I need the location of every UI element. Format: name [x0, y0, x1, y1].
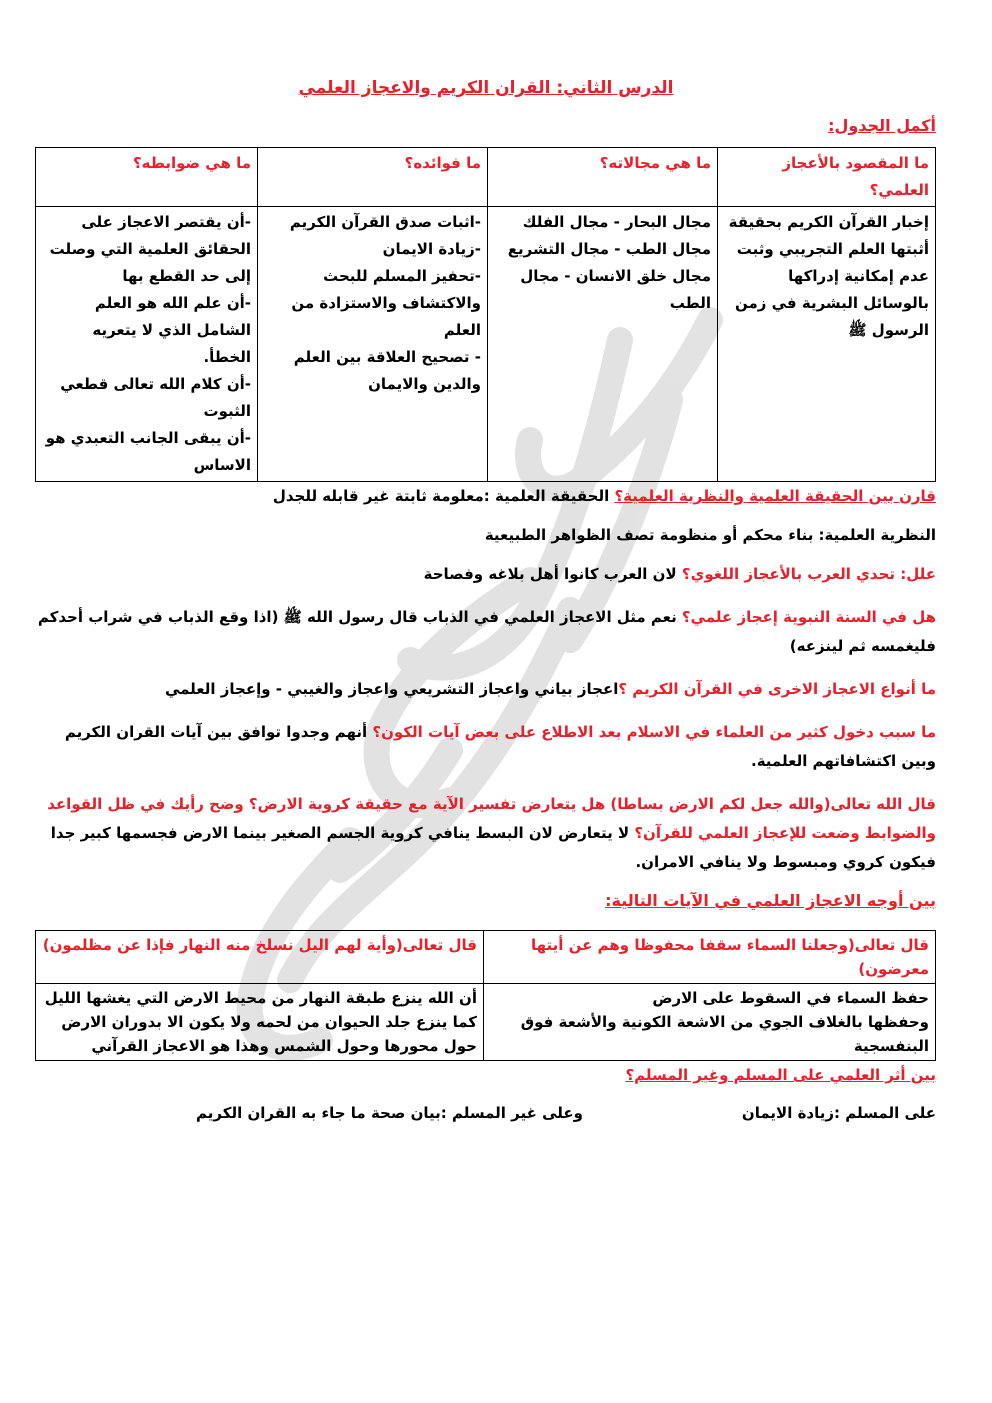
- answer-sky-line: وحفظها بالغلاف الجوي من الاشعة الكونية والأشعة فوق البنفسجية: [520, 1013, 929, 1055]
- reason-line: [36, 718, 936, 776]
- answer-sky-line: حفظ السماء في السقوط على الارض: [652, 989, 929, 1007]
- reason-question: ما سبب دخول كثير من العلماء في الاسلام بعد الاطلاع على بعض آيات الكون؟: [372, 723, 936, 741]
- benefit-item: -زيادة الايمان: [382, 240, 481, 258]
- verse-sky: قال تعالى(وجعلنا السماء سقفا محفوظا وهم عن أيتها معرضون): [484, 931, 936, 984]
- cell-benefits: [258, 207, 488, 482]
- answer-sky: [484, 984, 936, 1061]
- earth-question: قال الله تعالى(والله جعل لكم الارض بساطا) هل يتعارض تفسير الآية مع حقيقة كروية الارض؟ وضح رأيك في ظل القواعد والضوابط وضعت للإعجاز العلمي للقرآن؟: [47, 795, 936, 842]
- explain-question: علل: تحدي العرب بالأعجاز اللغوي؟: [681, 565, 936, 583]
- header-benefits: ما فوائده؟: [258, 148, 488, 207]
- impact-muslim: على المسلم :زيادة الايمان: [741, 1104, 936, 1122]
- verses-heading: بين أوجه الاعجاز العلمي في الآيات التالية:: [605, 891, 936, 910]
- verses-table: [35, 930, 936, 1061]
- rule-item: -أن يقتصر الاعجاز على الحقائق العلمية التي وصلت إلى حد القطع بها: [49, 213, 251, 285]
- impact-question: بين أثر العلمي على المسلم وغير المسلم؟: [625, 1066, 936, 1084]
- complete-table-heading: أكمل الجدول:: [828, 116, 936, 135]
- sunnah-answer: نعم مثل الاعجاز العلمي في الذباب قال رسول الله ﷺ (اذا وقع الذباب في شراب أحدكم فليغمسه ثم لينزعه): [37, 608, 936, 655]
- reason-answer: أنهم وجدوا توافق بين آيات القران الكريم وبين اكتشافاتهم العلمية.: [64, 723, 936, 770]
- benefit-item: -اثبات صدق القرآن الكريم: [289, 213, 481, 231]
- types-line: [36, 675, 936, 704]
- compare-answer-fact: الحقيقة العلمية :معلومة ثابتة غير قابله للجدل: [272, 487, 615, 505]
- rule-item: -أن يبقى الجانب التعبدي هو الاساس: [45, 429, 251, 474]
- benefit-item: -تحفيز المسلم للبحث والاكتشاف والاستزادة من العلم: [291, 267, 481, 339]
- answer-night: أن الله ينزع طبقة النهار من محيط الارض التي يغشها الليل كما ينزع جلد الحيوان من لحمه ولا يكون الا بدوران الارض حول محورها وحول الشمس وهذا هو الاعجاز القرآني: [36, 984, 484, 1061]
- benefit-item: - تصحيح العلاقة بين العلم والدين والايمان: [293, 348, 481, 393]
- types-question: ما أنواع الاعجاز الاخرى في القرآن الكريم ؟: [618, 680, 936, 698]
- earth-answer: لا يتعارض لان البسط ينافي كروية الجسم الصغير بينما الارض فجسمها كبير جدا فيكون كروي ومبسوط ولا ينافي الامران.: [50, 824, 936, 871]
- scientific-miracle-table: [35, 147, 936, 482]
- types-answer: اعجاز بياني واعجاز التشريعي واعجاز والغيبي - وإعجاز العلمي: [164, 680, 619, 698]
- sunnah-line: [36, 603, 936, 661]
- compare-answer-theory: النظرية العلمية: بناء محكم أو منظومة تصف الظواهر الطبيعية: [484, 526, 936, 544]
- worksheet-page: [36, 78, 936, 1122]
- header-definition: ما المقصود بالأعجاز العلمي؟: [718, 148, 936, 207]
- header-rules: ما هي ضوابطه؟: [36, 148, 258, 207]
- rule-item: -أن كلام الله تعالى قطعي الثبوت: [60, 375, 251, 420]
- impact-answers: [196, 1104, 936, 1122]
- cell-rules: [36, 207, 258, 482]
- cell-definition: إخبار القرآن الكريم بحقيقة أثبتها العلم التجريبي وثبت عدم إمكانية إدراكها بالوسائل البشرية في زمن الرسول ﷺ: [718, 207, 936, 482]
- rule-item: -أن علم الله هو العلم الشامل الذي لا يتعريه الخطأ.: [92, 294, 251, 366]
- impact-non-muslim: وعلى غير المسلم :بيان صحة ما جاء به القران الكريم: [196, 1104, 583, 1122]
- earth-line: [36, 790, 936, 877]
- explain-line: [36, 560, 936, 589]
- header-fields: ما هي مجالاته؟: [488, 148, 718, 207]
- cell-fields: مجال البحار - مجال الفلك مجال الطب - مجال التشريع مجال خلق الانسان - مجال الطب: [488, 207, 718, 482]
- page-title: الدرس الثاني: القران الكريم والاعجاز العلمي: [298, 78, 674, 98]
- verse-night: قال تعالى(وأية لهم اليل نسلخ منه النهار فإذا عن مظلمون): [36, 931, 484, 984]
- explain-answer: لان العرب كانوا أهل بلاغه وفصاحة: [423, 565, 682, 583]
- sunnah-question: هل في السنة النبوية إعجاز علمي؟: [681, 608, 936, 626]
- compare-question: قارن بين الحقيقة العلمية والنظرية العلمية؟: [614, 487, 936, 505]
- compare-line: [36, 482, 936, 511]
